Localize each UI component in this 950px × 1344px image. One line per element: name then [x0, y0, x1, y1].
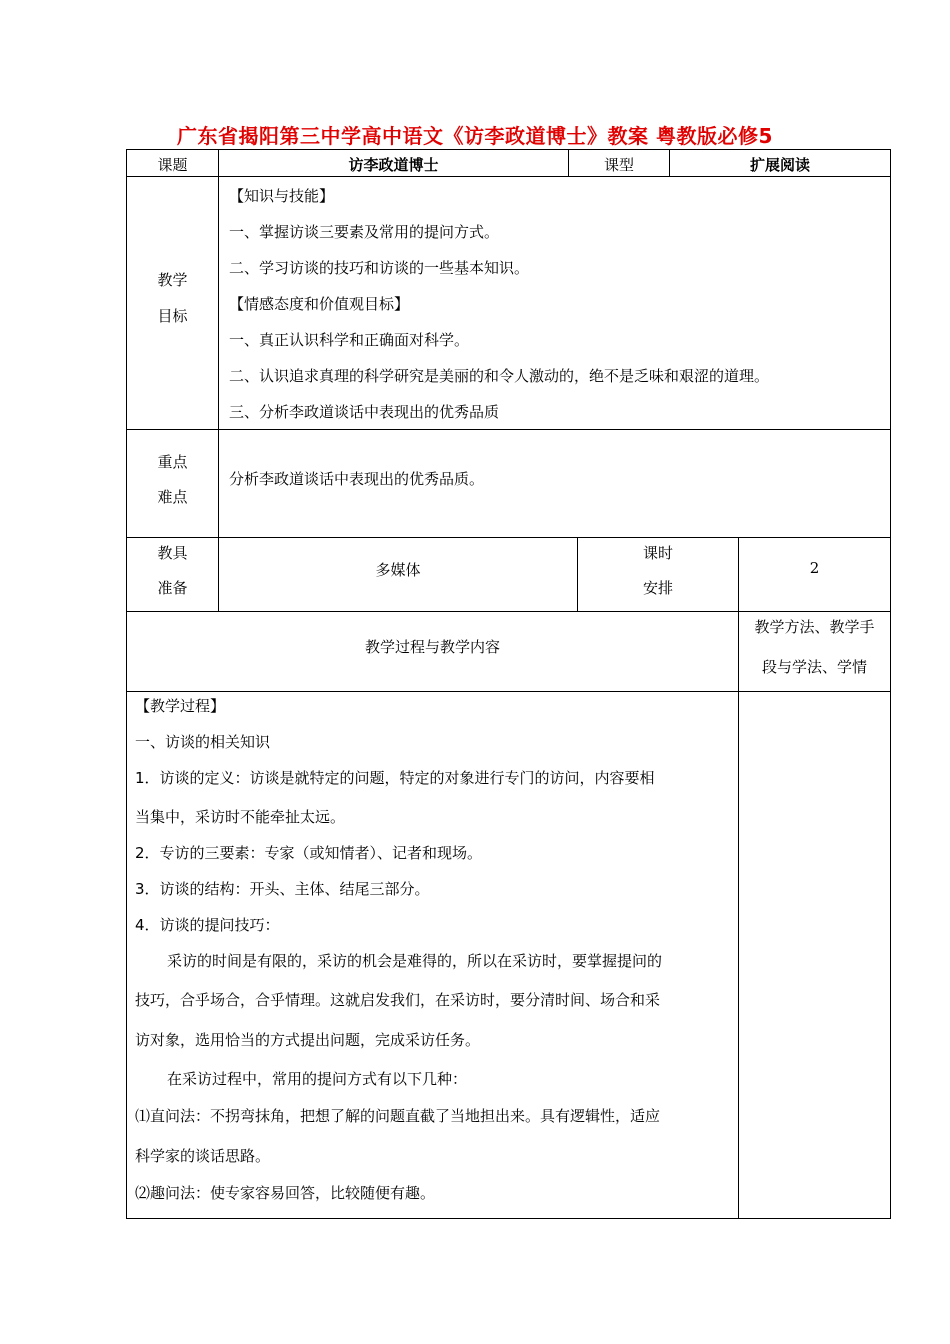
resources-label-cell	[126, 537, 219, 612]
lesson-label: 课题	[157, 156, 188, 174]
process-line: 【教学过程】	[135, 697, 226, 715]
process-line: 一、访谈的相关知识	[135, 733, 271, 751]
keypoints-content-cell	[218, 429, 891, 538]
goals-label-line2: 目标	[157, 307, 188, 325]
resources-label-line2: 准备	[157, 579, 188, 597]
process-header-left: 教学过程与教学内容	[364, 638, 500, 656]
goals-content-cell	[218, 176, 891, 430]
hours-label-cell	[577, 537, 739, 612]
goals-line: 二、学习访谈的技巧和访谈的一些基本知识。	[229, 259, 530, 277]
process-line: 技巧，合乎场合，合乎情理。这就启发我们，在采访时，要分清时间、场合和采	[135, 991, 661, 1009]
goals-line: 一、真正认识科学和正确面对科学。	[229, 331, 470, 349]
process-content-cell	[126, 691, 739, 1219]
keypoints-label-line2: 难点	[157, 488, 188, 506]
resources-value: 多媒体	[375, 561, 421, 579]
lesson-value: 访李政道博士	[348, 156, 439, 174]
hours-value: 2	[809, 559, 820, 577]
process-line: 2．专访的三要素：专家（或知情者）、记者和现场。	[135, 844, 483, 862]
resources-value-cell	[218, 537, 578, 612]
hours-label-line1: 课时	[642, 544, 673, 562]
process-line: 当集中，采访时不能牵扯太远。	[135, 808, 346, 826]
process-line: ⑵趣问法：使专家容易回答，比较随便有趣。	[135, 1184, 436, 1202]
process-line: 采访的时间是有限的，采访的机会是难得的，所以在采访时，要掌握提问的	[167, 952, 663, 970]
goals-line: 三、分析李政道谈话中表现出的优秀品质	[229, 403, 500, 421]
type-value: 扩展阅读	[749, 156, 810, 174]
type-label: 课型	[603, 156, 634, 174]
process-line: 在采访过程中，常用的提问方式有以下几种：	[167, 1070, 468, 1088]
process-notes-cell	[738, 691, 891, 1219]
process-header-right-line2: 段与学法、学情	[761, 658, 867, 676]
document-title: 广东省揭阳第三中学高中语文《访李政道博士》教案 粤教版必修5	[177, 124, 773, 148]
keypoints-label-cell	[126, 429, 219, 538]
keypoints-label-line1: 重点	[157, 453, 188, 471]
process-line: 4．访谈的提问技巧：	[135, 916, 280, 934]
hours-label-line2: 安排	[642, 579, 673, 597]
hours-value-cell	[738, 537, 891, 612]
goals-line: 一、掌握访谈三要素及常用的提问方式。	[229, 223, 500, 241]
process-header-left-cell	[126, 611, 739, 692]
process-line: 1．访谈的定义：访谈是就特定的问题，特定的对象进行专门的访问，内容要相	[135, 769, 655, 787]
goals-line: 【知识与技能】	[229, 187, 335, 205]
goals-line: 二、认识追求真理的科学研究是美丽的和令人激动的，绝不是乏味和艰涩的道理。	[229, 367, 770, 385]
type-label-cell	[568, 149, 670, 177]
process-header-right-cell	[738, 611, 891, 692]
process-line: 科学家的谈话思路。	[135, 1147, 271, 1165]
lesson-label-cell	[126, 149, 219, 177]
process-line: ⑴直问法：不拐弯抹角，把想了解的问题直截了当地担出来。具有逻辑性，适应	[135, 1107, 661, 1125]
lesson-value-cell	[218, 149, 569, 177]
process-line: 3．访谈的结构：开头、主体、结尾三部分。	[135, 880, 430, 898]
goals-label-cell	[126, 176, 219, 430]
process-header-right-line1: 教学方法、教学手	[754, 618, 875, 636]
type-value-cell	[669, 149, 891, 177]
keypoints-text: 分析李政道谈话中表现出的优秀品质。	[229, 470, 485, 488]
process-line: 访对象，选用恰当的方式提出问题，完成采访任务。	[135, 1031, 481, 1049]
resources-label-line1: 教具	[157, 544, 188, 562]
goals-line: 【情感态度和价值观目标】	[229, 295, 410, 313]
goals-label-line1: 教学	[157, 271, 188, 289]
